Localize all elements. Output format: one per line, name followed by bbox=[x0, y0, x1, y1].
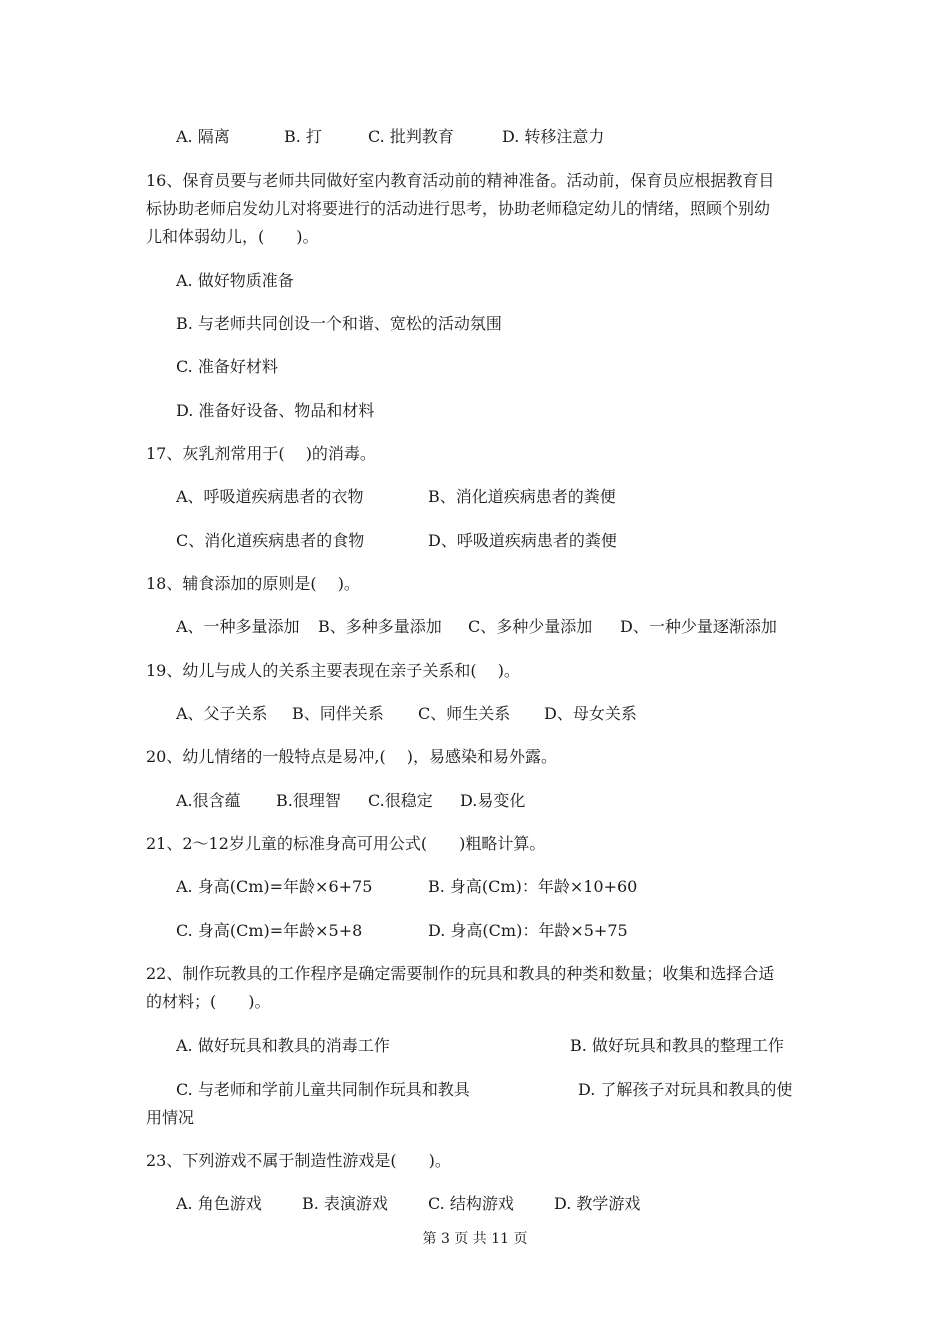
q18-stem: 18、辅食添加的原则是( )。 bbox=[146, 574, 360, 593]
q15-option-a: A. 隔离 bbox=[176, 127, 230, 146]
q17-option-a: A、呼吸道疾病患者的衣物 bbox=[176, 487, 364, 506]
q16-option-c: C. 准备好材料 bbox=[176, 357, 278, 376]
q20-option-d: D.易变化 bbox=[460, 791, 526, 810]
q22-option-a: A. 做好玩具和教具的消毒工作 bbox=[176, 1036, 390, 1055]
q23-option-a: A. 角色游戏 bbox=[176, 1194, 262, 1213]
q19-stem: 19、幼儿与成人的关系主要表现在亲子关系和( )。 bbox=[146, 661, 520, 680]
q23-stem: 23、下列游戏不属于制造性游戏是( )。 bbox=[146, 1151, 451, 1170]
q16-stem-line-2: 标协助老师启发幼儿对将要进行的活动进行思考，协助老师稳定幼儿的情绪，照顾个别幼 bbox=[146, 199, 771, 218]
q20-stem: 20、幼儿情绪的一般特点是易冲,( )，易感染和易外露。 bbox=[146, 747, 558, 766]
q15-option-b: B. 打 bbox=[284, 127, 322, 146]
q21-stem: 21、2～12岁儿童的标准身高可用公式( )粗略计算。 bbox=[146, 834, 546, 853]
q17-option-c: C、消化道疾病患者的食物 bbox=[176, 531, 365, 550]
q22-option-b: B. 做好玩具和教具的整理工作 bbox=[570, 1036, 784, 1055]
q21-option-c: C. 身高(Cm)=年龄×5+8 bbox=[176, 921, 363, 940]
q18-option-c: C、多种少量添加 bbox=[468, 617, 593, 636]
q21-option-d: D. 身高(Cm)：年龄×5+75 bbox=[428, 921, 628, 940]
q19-option-a: A、父子关系 bbox=[176, 704, 268, 723]
q16-stem-line-1: 16、保育员要与老师共同做好室内教育活动前的精神准备。活动前，保育员应根据教育目 bbox=[146, 171, 775, 190]
page-footer: 第 3 页 共 11 页 bbox=[422, 1231, 528, 1247]
q16-option-a: A. 做好物质准备 bbox=[176, 271, 294, 290]
q18-option-d: D、一种少量逐渐添加 bbox=[620, 617, 777, 636]
q23-option-d: D. 教学游戏 bbox=[554, 1194, 641, 1213]
q21-option-b: B. 身高(Cm)：年龄×10+60 bbox=[428, 877, 638, 896]
q17-option-d: D、呼吸道疾病患者的粪便 bbox=[428, 531, 617, 550]
q23-option-c: C. 结构游戏 bbox=[428, 1194, 514, 1213]
q18-option-b: B、多种多量添加 bbox=[318, 617, 442, 636]
q16-option-b: B. 与老师共同创设一个和谐、宽松的活动氛围 bbox=[176, 314, 502, 333]
q19-option-d: D、母女关系 bbox=[544, 704, 637, 723]
q16-option-d: D. 准备好设备、物品和材料 bbox=[176, 401, 375, 420]
q17-stem: 17、灰乳剂常用于( )的消毒。 bbox=[146, 444, 376, 463]
q18-option-a: A、一种多量添加 bbox=[176, 617, 300, 636]
q22-option-c: C. 与老师和学前儿童共同制作玩具和教具 bbox=[176, 1080, 470, 1099]
q19-option-b: B、同伴关系 bbox=[292, 704, 384, 723]
q19-option-c: C、师生关系 bbox=[418, 704, 511, 723]
q23-option-b: B. 表演游戏 bbox=[302, 1194, 388, 1213]
q22-option-d-wrap: 用情况 bbox=[146, 1108, 195, 1127]
q20-option-b: B.很理智 bbox=[276, 791, 341, 810]
q15-option-d: D. 转移注意力 bbox=[502, 127, 605, 146]
q22-stem-line-2: 的材料；( )。 bbox=[146, 992, 271, 1011]
q20-option-a: A.很含蕴 bbox=[176, 791, 241, 810]
q15-option-c: C. 批判教育 bbox=[368, 127, 454, 146]
q22-stem-line-1: 22、制作玩教具的工作程序是确定需要制作的玩具和教具的种类和数量；收集和选择合适 bbox=[146, 964, 775, 983]
q17-option-b: B、消化道疾病患者的粪便 bbox=[428, 487, 616, 506]
q20-option-c: C.很稳定 bbox=[368, 791, 433, 810]
q16-stem-line-3: 儿和体弱幼儿，( )。 bbox=[146, 227, 319, 246]
q21-option-a: A. 身高(Cm)=年龄×6+75 bbox=[176, 877, 373, 896]
q22-option-d: D. 了解孩子对玩具和教具的使 bbox=[578, 1080, 793, 1099]
